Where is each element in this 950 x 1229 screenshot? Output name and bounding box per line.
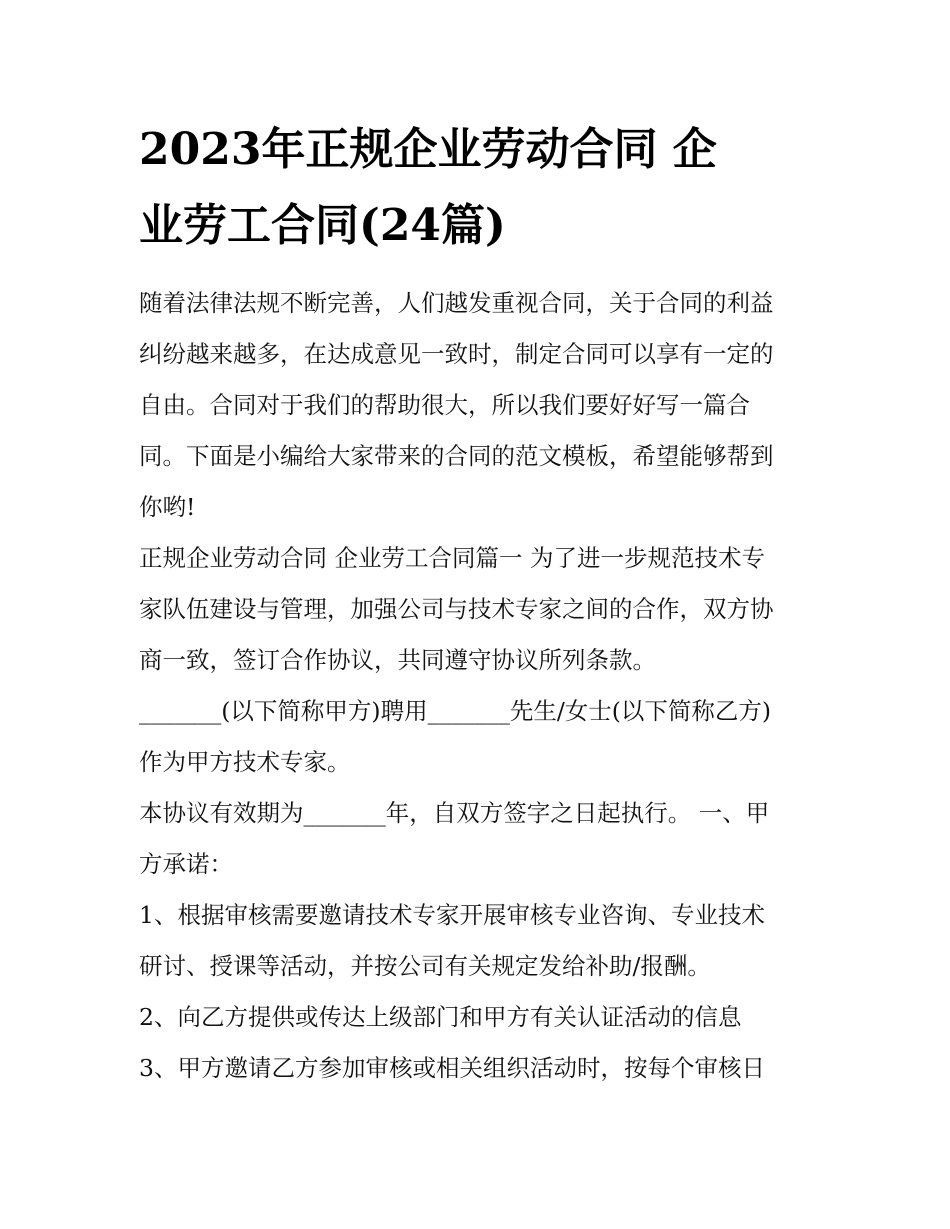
paragraph-line: 作为甲方技术专家。	[139, 748, 351, 776]
paragraph-line: 研讨、授课等活动，并按公司有关规定发给补助/报酬。	[139, 952, 711, 980]
paragraph-line: 本协议有效期为_______年，自双方签字之日起执行。 一、甲	[139, 799, 770, 827]
paragraph-line: 随着法律法规不断完善，人们越发重视合同，关于合同的利益	[139, 289, 774, 317]
title-line: 2023年正规企业劳动合同 企	[139, 124, 717, 175]
paragraph-line: 纠纷越来越多，在达成意见一致时，制定合同可以享有一定的	[139, 340, 774, 368]
paragraph-line: 同。下面是小编给大家带来的合同的范文模板，希望能够帮到	[139, 442, 774, 470]
paragraph-line: 商一致，签订合作协议，共同遵守协议所列条款。	[139, 646, 656, 674]
document-body	[139, 278, 829, 1094]
paragraph-line: 3、甲方邀请乙方参加审核或相关组织活动时，按每个审核日	[139, 1054, 765, 1082]
paragraph-line: _______(以下简称甲方)聘用_______先生/女士(以下简称乙方)	[139, 697, 772, 725]
paragraph-line: 自由。合同对于我们的帮助很大，所以我们要好好写一篇合	[139, 391, 750, 419]
paragraph-line: 你哟!	[139, 493, 196, 521]
paragraph-line: 正规企业劳动合同 企业劳工合同篇一 为了进一步规范技术专	[139, 544, 765, 572]
paragraph-line: 2、向乙方提供或传达上级部门和甲方有关认证活动的信息	[139, 1003, 742, 1031]
paragraph-line: 家队伍建设与管理，加强公司与技术专家之间的合作，双方协	[139, 595, 774, 623]
title-line: 业劳工合同(24篇)	[139, 200, 506, 251]
paragraph-line: 1、根据审核需要邀请技术专家开展审核专业咨询、专业技术	[139, 901, 765, 929]
paragraph-line: 方承诺：	[139, 850, 233, 878]
document-title	[139, 112, 839, 264]
